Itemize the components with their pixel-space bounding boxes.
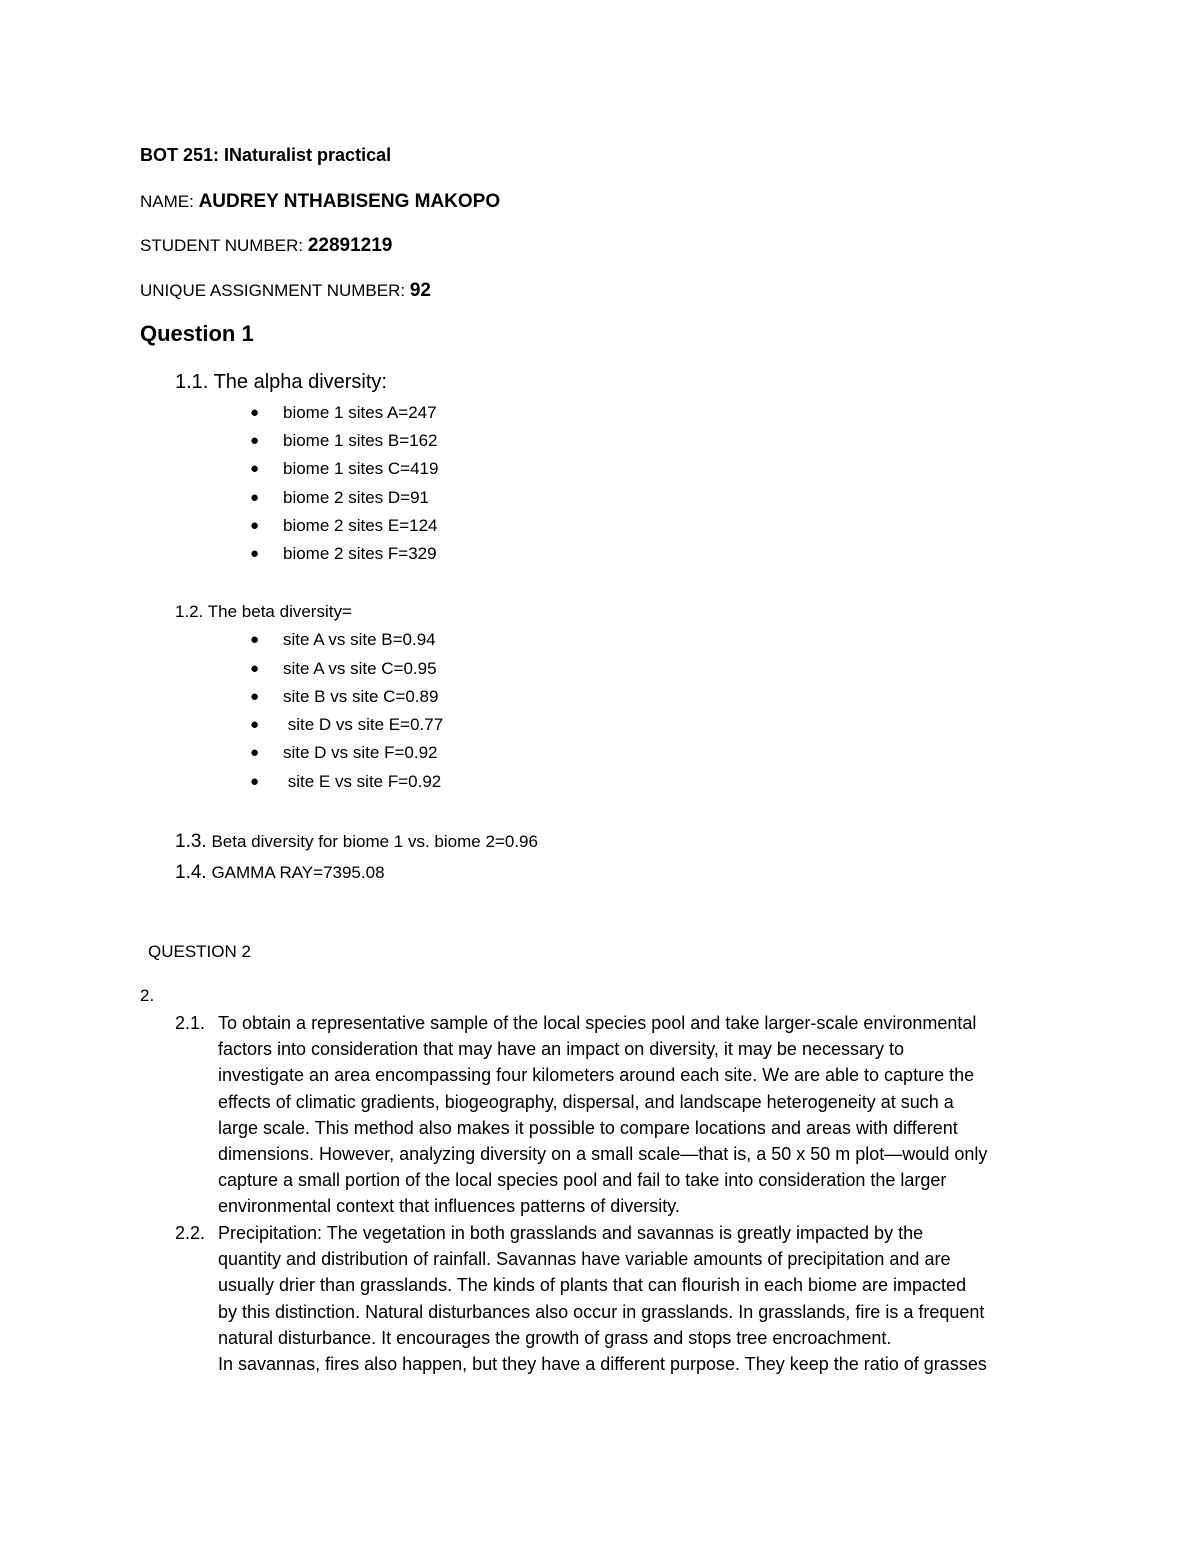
paragraph-line: large scale. This method also makes it possible to compare locations and areas with different (218, 1117, 958, 1138)
q1-4-text: GAMMA RAY=7395.08 (211, 863, 385, 882)
paragraph-line: natural disturbance. It encourages the growth of grass and stops tree encroachment. (218, 1327, 892, 1348)
bullet-icon: ● (250, 660, 260, 677)
q1-2-line (175, 601, 352, 623)
name-line (140, 191, 500, 213)
q1-1-line (175, 371, 387, 393)
document-title: BOT 251: INaturalist practical (140, 145, 392, 165)
student-number-line (140, 235, 392, 257)
q1-1-label: The alpha diversity: (213, 371, 387, 393)
paragraph-line: factors into consideration that may have an impact on diversity, it may be necessary to (218, 1039, 904, 1060)
bullet-icon: ● (250, 460, 260, 477)
name-value: AUDREY NTHABISENG MAKOPO (198, 191, 501, 212)
document-page: BOT 251: INaturalist practical NAME: AUDREY NTHABISENG MAKOPO STUDENT NUMBER: 22891219 UNIQUE ASSIGNMENT NUMBER: 92 Question 1 1.1. The alpha diversity: ● biome 1 sites A=247 ● biome 1 sites B=162 ● biome 1 sites C=419 ● biome 2 sites D=91 ● biome 2 sites E=124 ● biome 2 sites F=329 1.2. The beta diversity= ● site A vs site B=0.94 ● site A vs site C=0.95 ● site B vs site C=0.89 ● site D vs site E=0.77 ● site D vs site F=0.92 ● site E vs site F=0.92 1.3. Beta diversity for biome 1 vs. biome 2=0.96 1.4. GAMMA RAY=7395.08 QUESTION 2 2. 2.1. To obtain a representative sample of the local species pool and take larger-scale environmental factors into consideration that may have an impact on diversity, it may be necessary to investigate an area encompassing four kilometers around each site. We are able to capture the effects of climatic gradients, biogeography, dispersal, and landscape heterogeneity at such a large scale. This method also makes it possible to compare locations and areas with different dimensions. However, analyzing diversity on a small scale—that is, a 50 x 50 m plot—would only capture a small portion of the local species pool and fail to take into consideration the larger environmental context that influences patterns of diversity. 2.2. Precipitation: The vegetation in both grasslands and savannas is greatly impacted by the quantity and distribution of rainfall. Savannas have variable amounts of precipitation and are usually drier than grasslands. The kinds of plants that can flourish in each biome are impacted by this distinction. Natural disturbances also occur in grasslands. In grasslands, fire is a frequent natural disturbance. It encourages the growth of grass and stops tree encroachment. In savannas, fires also happen, but they have a different purpose. They keep the ratio of grasses (0, 0, 1200, 1553)
bullet-icon: ● (250, 517, 260, 534)
q1-4-number: 1.4. (175, 862, 207, 883)
paragraph-line: environmental context that influences patterns of diversity. (218, 1196, 680, 1217)
student-number-label: STUDENT NUMBER: (140, 236, 308, 255)
q2-number: 2. (140, 986, 155, 1005)
q1-2-label: The beta diversity= (207, 602, 352, 621)
paragraph-line: effects of climatic gradients, biogeography, dispersal, and landscape heterogeneity at such a (218, 1091, 954, 1112)
paragraph-line: dimensions. However, analyzing diversity on a small scale—that is, a 50 x 50 m plot—would only (218, 1144, 988, 1165)
q1-3-text: Beta diversity for biome 1 vs. biome 2=0.96 (211, 832, 538, 851)
bullet-icon: ● (250, 404, 260, 421)
question-2-heading: QUESTION 2 (148, 942, 251, 961)
paragraph-line: To obtain a representative sample of the local species pool and take larger-scale environmental (218, 1013, 977, 1033)
paragraph-line: quantity and distribution of rainfall. Savannas have variable amounts of precipitation and are (218, 1249, 951, 1270)
q1-3-line (175, 831, 538, 853)
assignment-number-line (140, 280, 431, 302)
paragraph-line: investigate an area encompassing four kilometers around each site. We are able to capture the (218, 1065, 975, 1086)
bullet-icon: ● (250, 744, 260, 761)
assignment-number-label: UNIQUE ASSIGNMENT NUMBER: (140, 281, 410, 300)
paragraph-line: Precipitation: The vegetation in both grasslands and savannas is greatly impacted by the (218, 1223, 924, 1243)
q1-3-number: 1.3. (175, 831, 207, 852)
q2-2-paragraph (218, 1220, 1068, 1377)
student-number-value: 22891219 (307, 235, 393, 256)
bullet-icon: ● (250, 716, 260, 733)
paragraph-line: by this distinction. Natural disturbances also occur in grasslands. In grasslands, fire is a frequent (218, 1301, 985, 1322)
name-label: NAME: (140, 192, 199, 211)
bullet-icon: ● (250, 631, 260, 648)
q2-1-number: 2.1. (175, 1013, 206, 1033)
paragraph-line: capture a small portion of the local species pool and fail to take into consideration the larger (218, 1170, 947, 1191)
bullet-icon: ● (250, 432, 260, 449)
bullet-icon: ● (250, 489, 260, 506)
question-1-heading: Question 1 (140, 321, 254, 346)
q1-4-line (175, 862, 385, 884)
q1-1-number: 1.1. (175, 371, 209, 393)
paragraph-line: In savannas, fires also happen, but they have a different purpose. They keep the ratio of grasses (218, 1354, 987, 1375)
assignment-number-value: 92 (409, 280, 431, 301)
q2-2-number: 2.2. (175, 1223, 206, 1243)
q1-2-number: 1.2. (175, 602, 204, 621)
q2-1-paragraph (218, 1010, 1068, 1220)
paragraph-line: usually drier than grasslands. The kinds of plants that can flourish in each biome are impacted (218, 1275, 967, 1296)
bullet-icon: ● (250, 545, 260, 562)
bullet-icon: ● (250, 688, 260, 705)
bullet-icon: ● (250, 773, 260, 790)
